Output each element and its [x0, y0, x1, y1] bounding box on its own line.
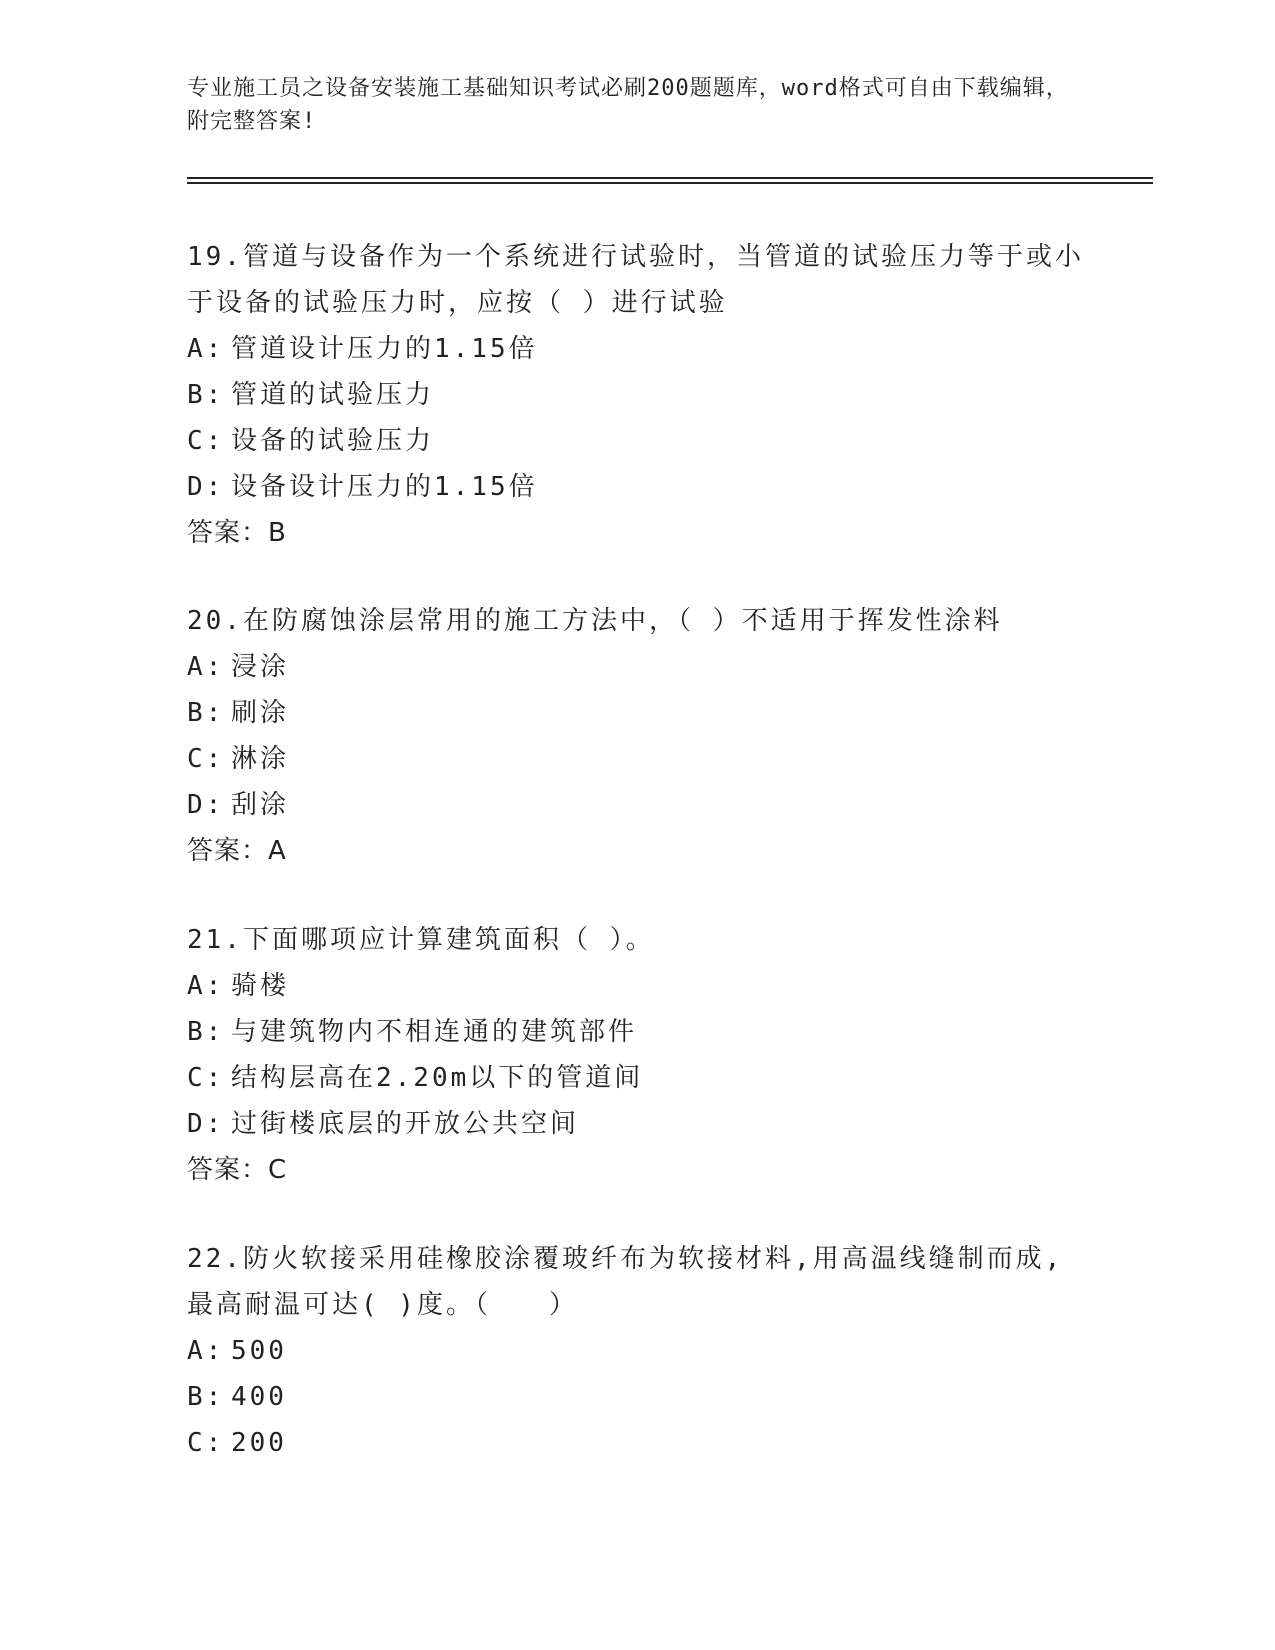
question-stem: 19.管道与设备作为一个系统进行试验时，当管道的试验压力等于或小于设备的试验压力时，应按（ ）进行试验 [187, 242, 1084, 318]
option-label: C: [187, 1428, 225, 1458]
question-block [187, 1236, 1087, 1466]
question-block [187, 598, 1087, 874]
question-stem: 22.防火软接采用硅橡胶涂覆玻纤布为软接材料,用高温线缝制而成,最高耐温可达( )度。（ ） [187, 1244, 1064, 1320]
question-stem: 20.在防腐蚀涂层常用的施工方法中，（ ）不适用于挥发性涂料 [187, 606, 1003, 636]
option-text: 400 [231, 1382, 287, 1412]
option-b [187, 1009, 1087, 1055]
option-c [187, 1055, 1087, 1101]
option-label: B: [187, 1017, 225, 1047]
option-d [187, 782, 1087, 828]
option-label: B: [187, 698, 225, 728]
header-divider-bottom [187, 182, 1153, 184]
option-label: D: [187, 1109, 225, 1139]
option-label: A: [187, 971, 225, 1001]
option-label: A: [187, 652, 225, 682]
option-a [187, 1328, 1087, 1374]
option-text: 200 [231, 1428, 287, 1458]
question-block [187, 917, 1087, 1193]
option-text: 设备的试验压力 [231, 426, 435, 456]
option-b [187, 690, 1087, 736]
option-text: 结构层高在2.20m以下的管道间 [231, 1063, 644, 1093]
option-text: 刮涂 [231, 790, 290, 820]
option-text: 500 [231, 1336, 287, 1366]
option-label: C: [187, 1063, 225, 1093]
option-label: A: [187, 1336, 225, 1366]
option-label: C: [187, 744, 225, 774]
question-stem: 21.下面哪项应计算建筑面积（ ）。 [187, 925, 655, 955]
option-b [187, 372, 1087, 418]
option-b [187, 1374, 1087, 1420]
document-header: 专业施工员之设备安装施工基础知识考试必刷200题题库，word格式可自由下载编辑，附完整答案! [187, 76, 1069, 134]
option-text: 刷涂 [231, 698, 290, 728]
answer-line: 答案：A [187, 836, 287, 866]
option-text: 过街楼底层的开放公共空间 [231, 1109, 580, 1139]
question-block [187, 234, 1087, 556]
option-a [187, 326, 1087, 372]
answer-line: 答案：C [187, 1155, 288, 1185]
option-label: B: [187, 1382, 225, 1412]
option-label: B: [187, 380, 225, 410]
option-text: 浸涂 [231, 652, 290, 682]
option-c [187, 736, 1087, 782]
option-label: D: [187, 472, 225, 502]
answer-line: 答案：B [187, 518, 287, 548]
option-text: 管道设计压力的1.15倍 [231, 334, 538, 364]
option-a [187, 963, 1087, 1009]
option-label: C: [187, 426, 225, 456]
option-c [187, 418, 1087, 464]
option-c [187, 1420, 1087, 1466]
option-label: D: [187, 790, 225, 820]
option-text: 淋涂 [231, 744, 290, 774]
option-d [187, 464, 1087, 510]
option-a [187, 644, 1087, 690]
option-label: A: [187, 334, 225, 364]
header-divider-top [187, 177, 1153, 179]
option-text: 设备设计压力的1.15倍 [231, 472, 538, 502]
option-text: 骑楼 [231, 971, 290, 1001]
option-d [187, 1101, 1087, 1147]
option-text: 与建筑物内不相连通的建筑部件 [231, 1017, 638, 1047]
option-text: 管道的试验压力 [231, 380, 435, 410]
